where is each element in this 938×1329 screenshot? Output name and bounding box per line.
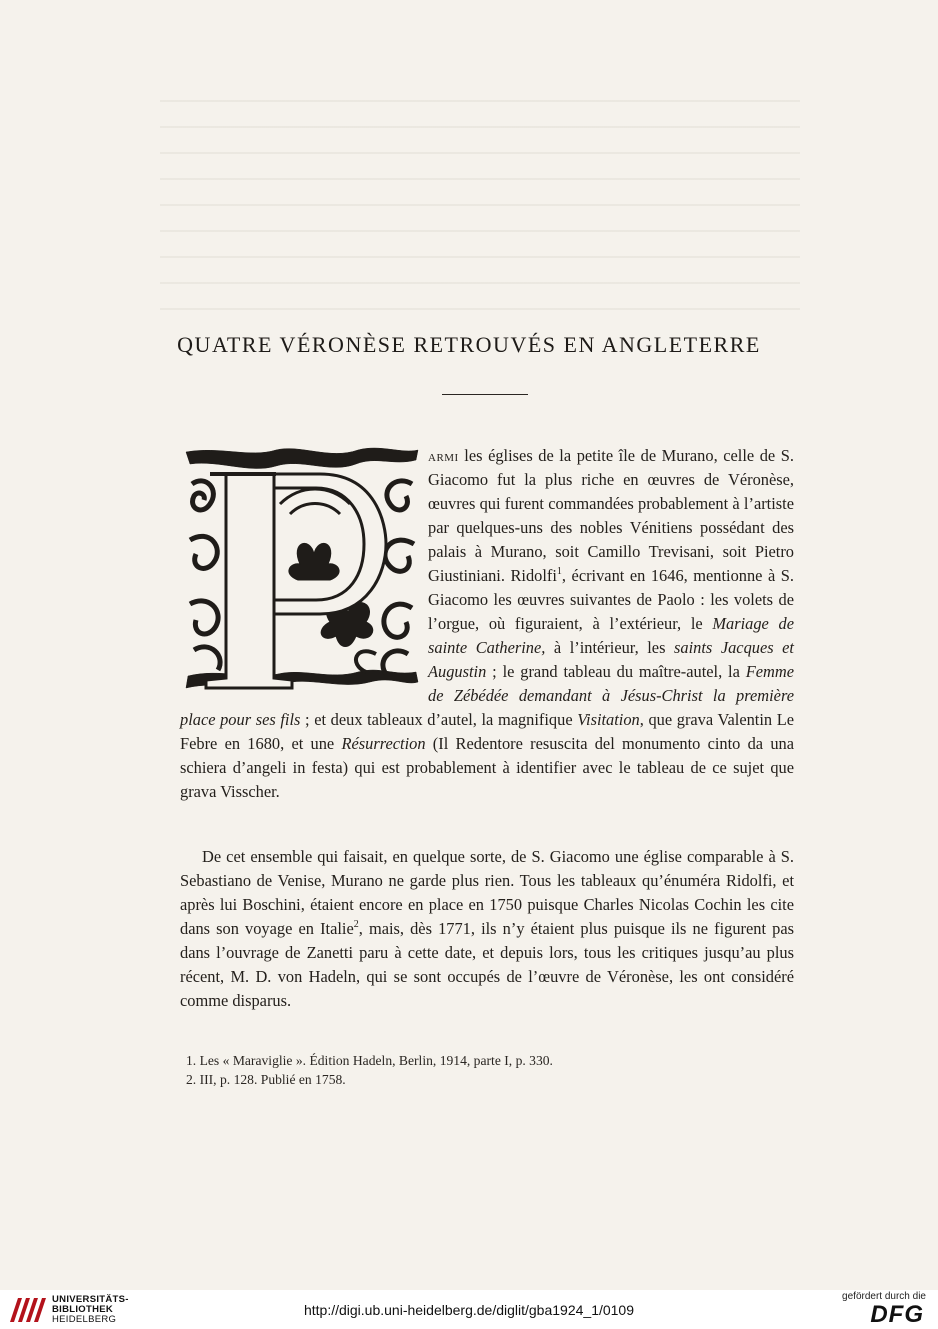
artwork-title: Résurrection bbox=[341, 734, 426, 753]
text-run: , écrivant en 1646, mentionne à S. Giacomo les œuvres suivantes de Paolo : les volets de l’orgue, où figuraient, à l’extérieur, le bbox=[428, 566, 794, 633]
footnote-ref-1: 1 bbox=[556, 566, 562, 577]
footnote-1: 1. Les « Maraviglie ». Édition Hadeln, Berlin, 1914, parte I, p. 330. bbox=[186, 1053, 553, 1068]
library-name-line: UNIVERSITÄTS- bbox=[52, 1294, 129, 1305]
text-run: (Il Redentore resuscita del monumento cinto da una schiera d’angeli in festa) qui est probablement à identifier avec le tableau de ce sujet que grava Visscher. bbox=[180, 734, 795, 801]
funded-by-label: gefördert durch die bbox=[842, 1291, 926, 1302]
show-through-text bbox=[160, 100, 800, 310]
text-run: , que grava Valentin Le Febre en 1680, et une bbox=[180, 710, 795, 753]
dropcap-space bbox=[180, 444, 428, 708]
body-paragraph-1 bbox=[180, 444, 794, 804]
artwork-title: Visitation bbox=[577, 710, 640, 729]
footnote-2: 2. III, p. 128. Publié en 1758. bbox=[186, 1072, 346, 1087]
title-divider bbox=[442, 394, 528, 395]
artwork-title: Mariage de sainte Catherine, bbox=[428, 614, 794, 657]
text-run: , mais, dès 1771, ils n’y étaient plus puisque ils ne figurent pas dans l’ouvrage de Zanetti paru à cette date, et depuis lors, tous les critiques jusqu’au plus récent, M. D. von Hadeln, qui se sont occupés de l’œuvre de Véronèse, les ont considéré comme disparus. bbox=[180, 919, 794, 1010]
article-title: QUATRE VÉRONÈSE RETROUVÉS EN ANGLETERRE bbox=[177, 332, 761, 357]
dfg-logo: DFG bbox=[870, 1301, 924, 1328]
footnote-ref-2: 2 bbox=[353, 919, 359, 930]
permalink-url[interactable]: http://digi.ub.uni-heidelberg.de/diglit/gba1924_1/0109 bbox=[303, 1302, 635, 1318]
text-run: ; le grand tableau du maître-autel, la bbox=[486, 662, 746, 681]
library-name-line: BIBLIOTHEK bbox=[52, 1304, 114, 1315]
text-run: les églises de la petite île de Murano, celle de S. Giacomo fut la plus riche en œuvres de Véronèse, œuvres qui furent commandées probablement à l’artiste par quelques-uns des nobles Vénitiens possédant des palais à Murano, soit Camillo Trevisani, soit Pietro Giustiniani. Ridolfi bbox=[428, 446, 794, 585]
artwork-title: Femme de Zébédée demandant à Jésus-Christ la première place pour ses fils bbox=[180, 662, 794, 729]
text-run: ; et deux tableaux d’autel, la magnifique bbox=[300, 710, 578, 729]
body-paragraph-2 bbox=[180, 845, 794, 1013]
text-run: à l’intérieur, les bbox=[545, 638, 675, 657]
library-name-line: HEIDELBERG bbox=[52, 1314, 117, 1325]
artwork-title: saints Jacques et Augustin bbox=[428, 638, 794, 681]
text-run: De cet ensemble qui faisait, en quelque sorte, de S. Giacomo une église comparable à S. Sebastiano de Venise, Murano ne garde plus rien. Tous les tableaux qu’énuméra Ridolfi, et après lui Boschini, étaient encore en place en 1750 puisque Charles Nicolas Cochin les cite dans son voyage en Italie bbox=[180, 847, 794, 938]
smallcaps-word: armi bbox=[428, 446, 459, 465]
viewer-footer bbox=[0, 1290, 938, 1329]
